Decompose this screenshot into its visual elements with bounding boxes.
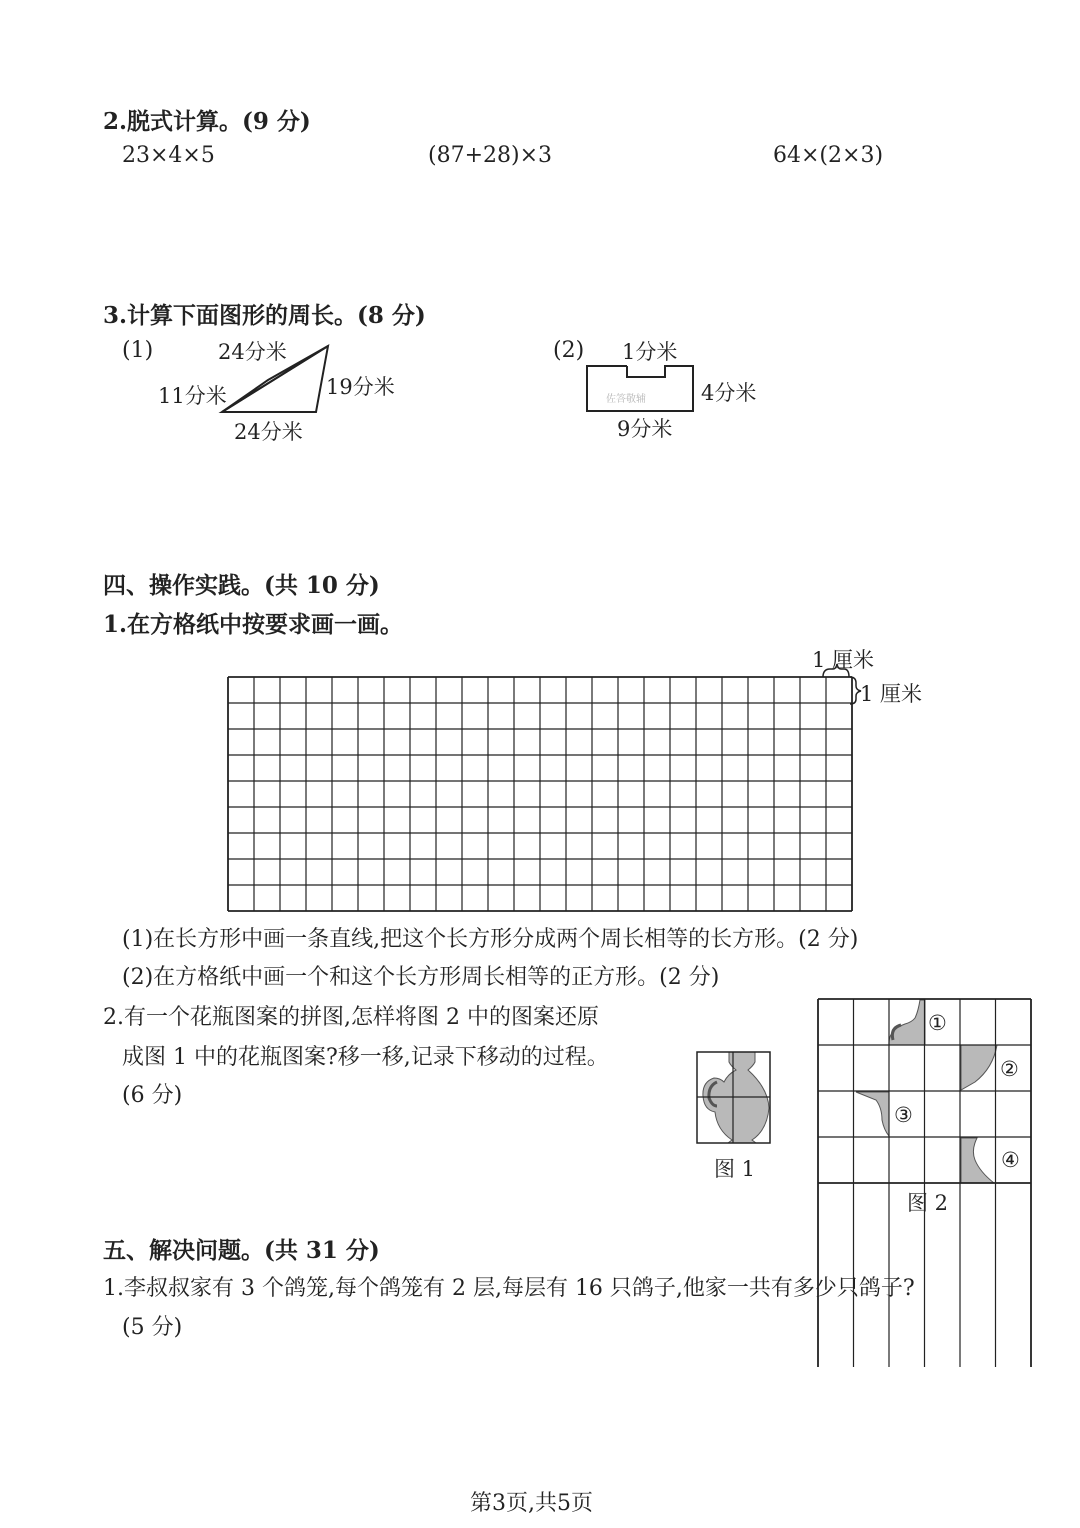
sec5-problem1-line1-text: 1.李叔叔家有 3 个鸽笼,每个鸽笼有 2 层,每层有 16 只鸽子,他家一共有多少只鸽子? <box>103 1276 915 1301</box>
sec4-problem2-line3: (6 分) <box>122 1083 183 1108</box>
sec4-task-a: (1)在长方形中画一条直线,把这个长方形分成两个周长相等的长方形。(2 分) <box>122 927 859 952</box>
sec4-problem2-line1-text: 2.有一个花瓶图案的拼图,怎样将图 2 中的图案还原 <box>103 1005 599 1030</box>
page-number: 第3页,共5页 <box>470 1491 593 1516</box>
q3-fig1-number: (1) <box>122 338 154 363</box>
figure1-caption: 图 1 <box>714 1157 756 1181</box>
fig2-bottom-label: 9分米 <box>617 417 673 441</box>
figure2-caption: 图 2 <box>907 1191 949 1215</box>
q2-title-text: 2.脱式计算。(9 分) <box>103 108 311 135</box>
unit-horizontal-label: 1 厘米 <box>812 648 875 672</box>
section4-title: 四、操作实践。(共 10 分) <box>103 572 380 599</box>
q2-expression-1: 23×4×5 <box>122 143 215 168</box>
q2-expression-2: (87+28)×3 <box>428 143 553 168</box>
fig1-left-label: 11分米 <box>158 384 227 408</box>
marker-3: ③ <box>894 1103 913 1127</box>
marker-2: ② <box>1000 1057 1019 1081</box>
q2-expression-3: 64×(2×3) <box>773 143 884 168</box>
section5-title: 五、解决问题。(共 31 分) <box>103 1237 380 1264</box>
fig1-right-label: 19分米 <box>326 375 395 399</box>
fig1-bottom-label: 24分米 <box>234 420 303 444</box>
marker-1: ① <box>928 1011 947 1035</box>
q3-fig2-number: (2) <box>553 338 585 363</box>
fig1-top-label: 24分米 <box>218 340 287 364</box>
sec5-problem1-line2: (5 分) <box>122 1315 183 1340</box>
watermark-text: 佐答敬辅 <box>606 394 646 405</box>
fig2-right-label: 4分米 <box>701 381 757 405</box>
unit-vertical-label: 1 厘米 <box>860 682 923 706</box>
sec4-problem1-title-text: 1.在方格纸中按要求画一画。 <box>103 611 404 638</box>
marker-4: ④ <box>1001 1148 1020 1172</box>
sec5-problem1-line1 <box>103 1271 915 1302</box>
sec4-problem2-line2: 成图 1 中的花瓶图案?移一移,记录下移动的过程。 <box>122 1045 609 1070</box>
q3-title: 3.计算下面图形的周长。(8 分) <box>103 302 426 329</box>
sec4-task-b: (2)在方格纸中画一个和这个长方形周长相等的正方形。(2 分) <box>122 965 720 990</box>
fig2-top-label: 1分米 <box>622 340 678 364</box>
